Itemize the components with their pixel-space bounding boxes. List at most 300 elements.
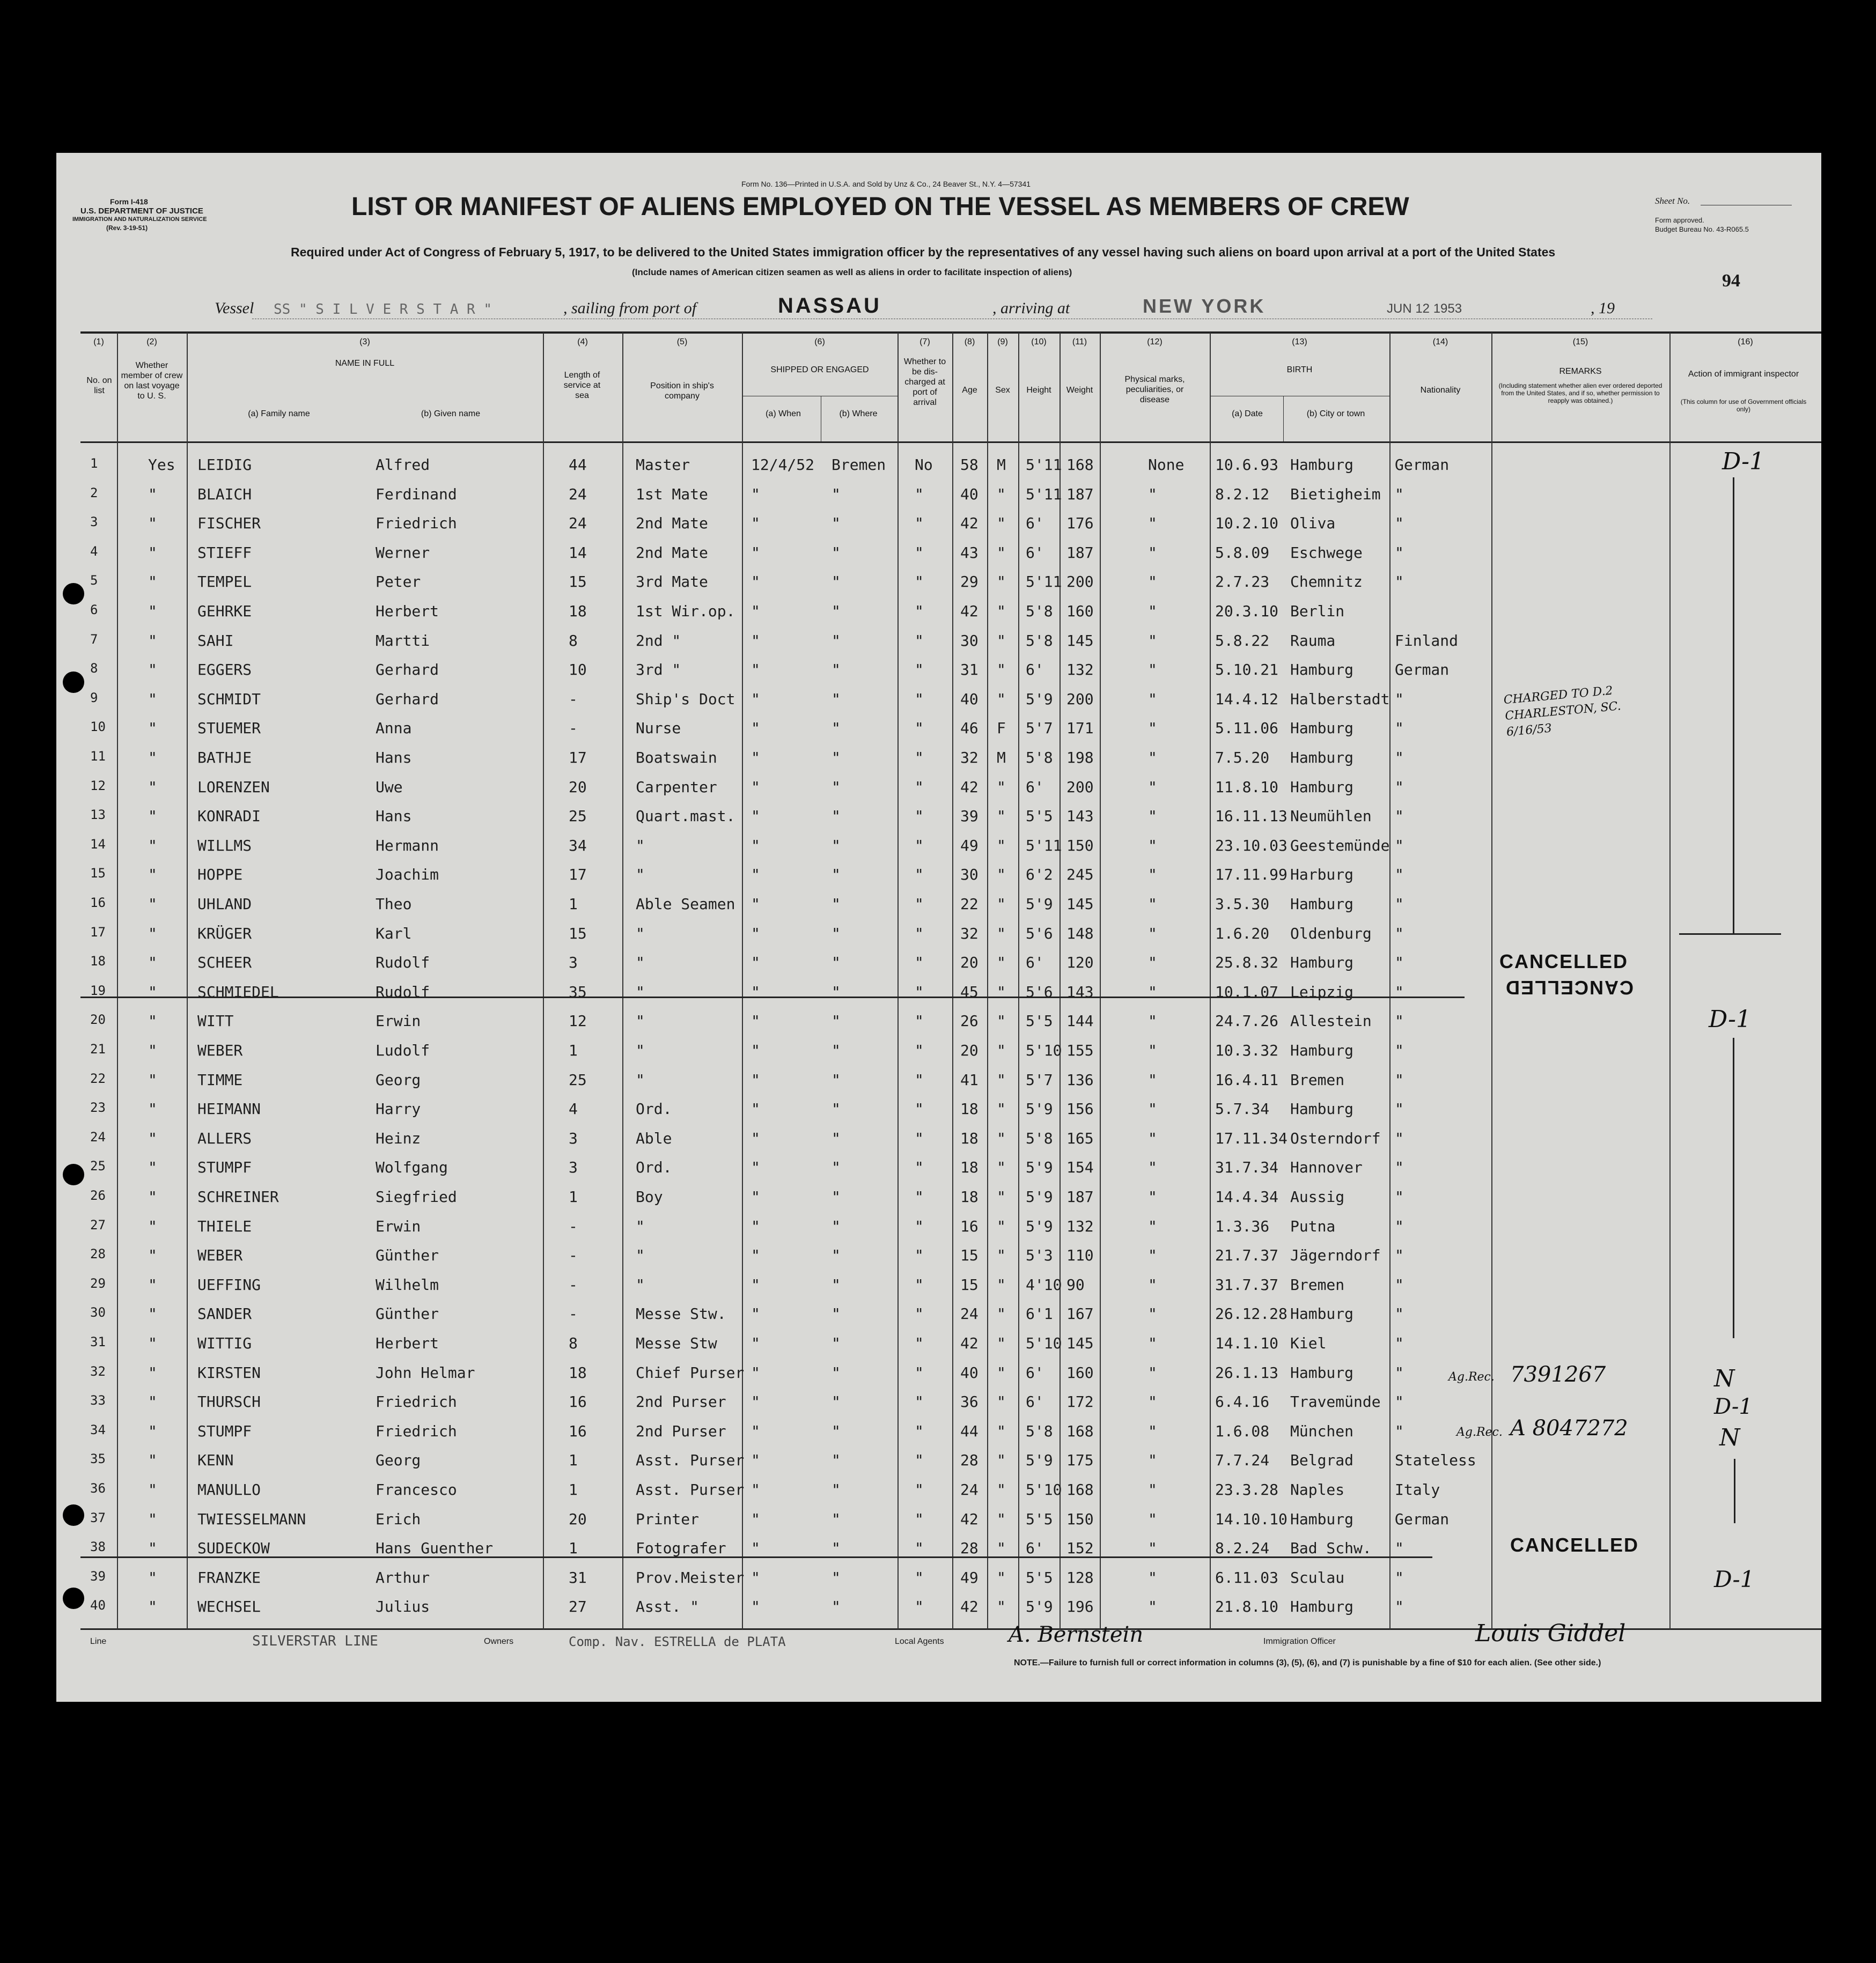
age: 32 <box>960 749 979 766</box>
family-name: LORENZEN <box>197 778 270 796</box>
position: " <box>636 1246 645 1265</box>
shipped-when: " <box>751 602 760 620</box>
physical-marks: " <box>1148 631 1157 650</box>
family-name: THURSCH <box>197 1393 261 1411</box>
last-voyage: " <box>148 807 157 825</box>
row-number: 21 <box>90 1042 106 1057</box>
birth-date: 5.8.09 <box>1215 543 1270 562</box>
height: 6' <box>1026 778 1044 796</box>
subtitle-2: (Include names of American citizen seamen as well as aliens in order to facilitate inspection of aliens) <box>632 267 1072 277</box>
last-voyage: " <box>148 954 157 972</box>
sex: " <box>997 983 1006 1001</box>
family-name: SUDECKOW <box>197 1539 270 1558</box>
nationality: Italy <box>1395 1481 1440 1499</box>
position: Nurse <box>636 719 681 737</box>
service-length: 18 <box>569 602 587 620</box>
position: Chief Purser <box>636 1363 745 1382</box>
height: 5'7 <box>1026 719 1053 737</box>
given-name: Gerhard <box>376 661 439 679</box>
col-15-header: REMARKS <box>1559 367 1602 376</box>
physical-marks: " <box>1148 514 1157 533</box>
weight: 145 <box>1066 631 1094 650</box>
row-number: 19 <box>90 983 106 998</box>
family-name: HEIMANN <box>197 1100 261 1118</box>
last-voyage: " <box>148 1071 157 1089</box>
shipped-when: " <box>751 924 760 942</box>
given-name: Peter <box>376 573 421 591</box>
discharged: " <box>915 924 924 942</box>
birth-city: Eschwege <box>1290 543 1363 562</box>
age: 29 <box>960 573 979 591</box>
discharged: " <box>915 1422 924 1440</box>
shipped-where: " <box>832 895 841 913</box>
physical-marks: " <box>1148 1246 1157 1265</box>
weight: 165 <box>1066 1129 1094 1147</box>
physical-marks: " <box>1148 1539 1157 1558</box>
col-1-header: No. on list <box>86 376 112 395</box>
shipped-where: " <box>832 1481 841 1499</box>
given-name: Alfred <box>376 456 430 474</box>
subtitle: Required under Act of Congress of February 5, 1917, to be delivered to the United States immigration officer by the representatives of any vessel having such aliens on board upon arrival at a port of the United States <box>291 245 1556 259</box>
sex: " <box>997 602 1006 620</box>
weight: 187 <box>1066 543 1094 562</box>
birth-date: 10.6.93 <box>1215 456 1279 474</box>
col-10-header: Height <box>1026 386 1051 395</box>
shipped-when: " <box>751 1598 760 1616</box>
discharged: " <box>915 983 924 1001</box>
service-length: 12 <box>569 1012 587 1030</box>
weight: 110 <box>1066 1246 1094 1265</box>
discharged: " <box>915 631 924 650</box>
age: 36 <box>960 1393 979 1411</box>
physical-marks: " <box>1148 983 1157 1001</box>
age: 46 <box>960 719 979 737</box>
age: 15 <box>960 1246 979 1265</box>
last-voyage: " <box>148 602 157 620</box>
discharged: " <box>915 836 924 854</box>
position: " <box>636 983 645 1001</box>
family-name: BATHJE <box>197 749 252 766</box>
physical-marks: " <box>1148 836 1157 854</box>
physical-marks: " <box>1148 543 1157 562</box>
position: Carpenter <box>636 778 717 796</box>
discharged: " <box>915 573 924 591</box>
service-length: 18 <box>569 1363 587 1382</box>
service-length: 8 <box>569 631 578 650</box>
nationality: " <box>1395 1071 1404 1089</box>
age: 42 <box>960 514 979 533</box>
sex: " <box>997 1363 1006 1382</box>
column-divider <box>742 333 743 1629</box>
age: 18 <box>960 1158 979 1177</box>
shipped-where: " <box>832 836 841 854</box>
shipped-when: " <box>751 1568 760 1586</box>
cancelled-stamp-inverted: CANCELLED <box>1505 977 1634 999</box>
row-number: 35 <box>90 1451 106 1467</box>
shipped-where: " <box>832 602 841 620</box>
discharged: " <box>915 661 924 679</box>
position: Ord. <box>636 1158 672 1177</box>
weight: 132 <box>1066 661 1094 679</box>
age: 28 <box>960 1451 979 1470</box>
nationality: " <box>1395 1598 1404 1616</box>
physical-marks: " <box>1148 895 1157 913</box>
last-voyage: " <box>148 924 157 942</box>
sex: " <box>997 573 1006 591</box>
position: Prov.Meister <box>636 1568 745 1586</box>
birth-city: Oldenburg <box>1290 924 1372 942</box>
position: 3rd Mate <box>636 573 708 591</box>
weight: 150 <box>1066 1510 1094 1528</box>
position: " <box>636 1012 645 1030</box>
shipped-when: " <box>751 485 760 503</box>
age: 18 <box>960 1129 979 1147</box>
col-2-header: Whether member of crew on last voyage to U. S. <box>121 361 183 401</box>
physical-marks: " <box>1148 719 1157 737</box>
agency-line-3: IMMIGRATION AND NATURALIZATION SERVICE <box>72 216 207 223</box>
row-number: 3 <box>90 514 98 530</box>
action-row-1: D-1 <box>1722 448 1764 475</box>
given-name: Wilhelm <box>376 1275 439 1294</box>
given-name: Harry <box>376 1100 421 1118</box>
action-row-34: N <box>1719 1424 1740 1451</box>
service-length: - <box>569 690 578 708</box>
service-length: 25 <box>569 1071 587 1089</box>
discharged: " <box>915 1451 924 1470</box>
shipped-where: " <box>832 807 841 825</box>
sex: " <box>997 514 1006 533</box>
col-2-num: (2) <box>146 337 157 346</box>
position: Asst. " <box>636 1598 700 1616</box>
remark-row-32: 7391267 <box>1510 1362 1606 1387</box>
service-length: 20 <box>569 778 587 796</box>
col-15-note: (Including statement whether alien ever ordered deported from the United States, and if so, whether permission to reapply was obtained.) <box>1498 382 1662 404</box>
age: 39 <box>960 807 979 825</box>
discharged: " <box>915 514 924 533</box>
col-4-header: Length of service at sea <box>563 371 601 400</box>
last-voyage: " <box>148 1188 157 1206</box>
birth-city: Hamburg <box>1290 778 1354 796</box>
shipped-when: " <box>751 573 760 591</box>
birth-city: Geestemünde <box>1290 836 1390 854</box>
sex: " <box>997 1568 1006 1586</box>
sex: " <box>997 1188 1006 1206</box>
age: 40 <box>960 485 979 503</box>
shipped-when: " <box>751 1042 760 1059</box>
given-name: Siegfried <box>376 1188 457 1206</box>
row-number: 40 <box>90 1598 106 1613</box>
action-row-32: N <box>1714 1365 1735 1392</box>
physical-marks: " <box>1148 807 1157 825</box>
shipped-when: " <box>751 1129 760 1147</box>
col-6b-header: (b) Where <box>839 409 878 418</box>
birth-city: Chemnitz <box>1290 573 1363 591</box>
shipped-where: " <box>832 1598 841 1616</box>
column-divider <box>543 333 544 1629</box>
height: 5'5 <box>1026 1568 1053 1586</box>
height: 5'11 <box>1026 485 1062 503</box>
given-name: Friedrich <box>376 1393 457 1411</box>
nationality: " <box>1395 1012 1404 1030</box>
physical-marks: " <box>1148 1481 1157 1499</box>
birth-date: 16.4.11 <box>1215 1071 1279 1089</box>
last-voyage: " <box>148 1510 157 1528</box>
col-14-header: Nationality <box>1420 386 1461 395</box>
physical-marks: " <box>1148 749 1157 766</box>
service-length: 16 <box>569 1422 587 1440</box>
shipped-where: " <box>832 1042 841 1059</box>
height: 5'11 <box>1026 456 1062 474</box>
shipped-where: " <box>832 1158 841 1177</box>
shipped-when: " <box>751 1393 760 1411</box>
birth-city: Hannover <box>1290 1158 1363 1177</box>
weight: 155 <box>1066 1042 1094 1059</box>
last-voyage: " <box>148 1539 157 1558</box>
weight: 148 <box>1066 924 1094 942</box>
sex: " <box>997 1042 1006 1059</box>
sex: " <box>997 631 1006 650</box>
given-name: Martti <box>376 631 430 650</box>
last-voyage: " <box>148 778 157 796</box>
position: Master <box>636 456 690 474</box>
weight: 143 <box>1066 983 1094 1001</box>
sex: " <box>997 543 1006 562</box>
strike-line-row-38 <box>80 1556 1432 1558</box>
nationality: " <box>1395 954 1404 972</box>
family-name: TEMPEL <box>197 573 252 591</box>
shipped-where: " <box>832 1568 841 1586</box>
col-3a-header: (a) Family name <box>248 409 310 418</box>
age: 32 <box>960 924 979 942</box>
discharged: " <box>915 778 924 796</box>
action-row-20: D-1 <box>1709 1006 1751 1033</box>
family-name: STUMPF <box>197 1422 252 1440</box>
birth-city: Bremen <box>1290 1275 1345 1294</box>
nationality: " <box>1395 895 1404 913</box>
height: 5'8 <box>1026 749 1053 766</box>
physical-marks: None <box>1148 456 1185 474</box>
shipped-when: " <box>751 1451 760 1470</box>
row-number: 10 <box>90 719 106 735</box>
physical-marks: " <box>1148 1071 1157 1089</box>
weight: 176 <box>1066 514 1094 533</box>
position: 3rd " <box>636 661 681 679</box>
physical-marks: " <box>1148 1363 1157 1382</box>
family-name: HOPPE <box>197 866 243 884</box>
given-name: Günther <box>376 1246 439 1265</box>
agency-line-4: (Rev. 3-19-51) <box>106 224 148 232</box>
discharged: " <box>915 1598 924 1616</box>
shipped-when: " <box>751 1481 760 1499</box>
family-name: EGGERS <box>197 661 252 679</box>
weight: 187 <box>1066 485 1094 503</box>
birth-date: 14.10.10 <box>1215 1510 1288 1528</box>
discharged: " <box>915 1012 924 1030</box>
family-name: ALLERS <box>197 1129 252 1147</box>
discharged: " <box>915 1100 924 1118</box>
age: 20 <box>960 1042 979 1059</box>
shipped-when: " <box>751 1012 760 1030</box>
family-name: WITTIG <box>197 1334 252 1352</box>
shipped-when: " <box>751 1305 760 1323</box>
family-name: STUMPF <box>197 1158 252 1177</box>
action-bracket <box>1733 477 1734 933</box>
physical-marks: " <box>1148 778 1157 796</box>
service-length: 16 <box>569 1393 587 1411</box>
given-name: Joachim <box>376 866 439 884</box>
position: Asst. Purser <box>636 1451 745 1470</box>
age: 49 <box>960 1568 979 1586</box>
weight: 160 <box>1066 602 1094 620</box>
birth-date: 5.7.34 <box>1215 1100 1270 1118</box>
col-3b-header: (b) Given name <box>421 409 481 418</box>
shipped-where: " <box>832 719 841 737</box>
birth-date: 5.8.22 <box>1215 631 1270 650</box>
last-voyage: " <box>148 836 157 854</box>
height: 5'11 <box>1026 836 1062 854</box>
weight: 245 <box>1066 866 1094 884</box>
weight: 168 <box>1066 1422 1094 1440</box>
column-divider <box>1669 333 1671 1629</box>
age: 24 <box>960 1305 979 1323</box>
nationality: Finland <box>1395 631 1459 650</box>
birth-city: Hamburg <box>1290 749 1354 766</box>
remark-row-32-prefix: Ag.Rec. <box>1448 1370 1495 1384</box>
birth-city: Hamburg <box>1290 456 1354 474</box>
last-voyage: " <box>148 1275 157 1294</box>
discharged: " <box>915 1393 924 1411</box>
service-length: - <box>569 719 578 737</box>
line-value: SILVERSTAR LINE <box>252 1633 378 1649</box>
form-approved: Form approved. <box>1655 216 1704 224</box>
birth-date: 8.2.24 <box>1215 1539 1270 1558</box>
cancelled-stamp: CANCELLED <box>1510 1534 1639 1556</box>
given-name: Heinz <box>376 1129 421 1147</box>
last-voyage: " <box>148 631 157 650</box>
age: 18 <box>960 1100 979 1118</box>
sex: " <box>997 1598 1006 1616</box>
row-number: 9 <box>90 690 98 705</box>
col-16-num: (16) <box>1738 337 1753 346</box>
sex: " <box>997 1158 1006 1177</box>
weight: 132 <box>1066 1217 1094 1235</box>
col-12-header: Physical marks, peculiarities, or disease <box>1124 375 1185 404</box>
nationality: " <box>1395 1129 1404 1147</box>
physical-marks: " <box>1148 1129 1157 1147</box>
local-agents-label: Local Agents <box>895 1637 944 1646</box>
shipped-when: " <box>751 690 760 708</box>
sex: " <box>997 1481 1006 1499</box>
last-voyage: " <box>148 719 157 737</box>
nationality: " <box>1395 1334 1404 1352</box>
position: " <box>636 1275 645 1294</box>
family-name: WEBER <box>197 1246 243 1265</box>
birth-city: Rauma <box>1290 631 1336 650</box>
birth-date: 23.10.03 <box>1215 836 1288 854</box>
sex: " <box>997 1510 1006 1528</box>
given-name: Günther <box>376 1305 439 1323</box>
family-name: STIEFF <box>197 543 252 562</box>
discharged: " <box>915 866 924 884</box>
shipped-where: " <box>832 1071 841 1089</box>
row-number: 29 <box>90 1275 106 1291</box>
weight: 154 <box>1066 1158 1094 1177</box>
discharged: " <box>915 1188 924 1206</box>
sex: " <box>997 1275 1006 1294</box>
sex: " <box>997 1246 1006 1265</box>
service-length: 1 <box>569 1539 578 1558</box>
action-bracket <box>1733 1038 1734 1338</box>
nationality: Stateless <box>1395 1451 1476 1470</box>
service-length: 24 <box>569 514 587 533</box>
physical-marks: " <box>1148 1158 1157 1177</box>
age: 44 <box>960 1422 979 1440</box>
shipped-when: " <box>751 1334 760 1352</box>
height: 5'5 <box>1026 1012 1053 1030</box>
weight: 145 <box>1066 895 1094 913</box>
given-name: Friedrich <box>376 1422 457 1440</box>
height: 5'3 <box>1026 1246 1053 1265</box>
last-voyage: " <box>148 895 157 913</box>
weight: 160 <box>1066 1363 1094 1382</box>
service-length: 44 <box>569 456 587 474</box>
sex: " <box>997 485 1006 503</box>
birth-date: 1.6.20 <box>1215 924 1270 942</box>
arriving-label: , arriving at <box>992 299 1070 317</box>
birth-date: 7.7.24 <box>1215 1451 1270 1470</box>
nationality: " <box>1395 1422 1404 1440</box>
row-number: 5 <box>90 573 98 588</box>
family-name: WILLMS <box>197 836 252 854</box>
shipped-where: " <box>832 1217 841 1235</box>
shipped-where: " <box>832 661 841 679</box>
nationality: " <box>1395 1188 1404 1206</box>
shipped-where: " <box>832 1129 841 1147</box>
family-name: SANDER <box>197 1305 252 1323</box>
birth-date: 10.2.10 <box>1215 514 1279 533</box>
row-number: 32 <box>90 1363 106 1379</box>
discharged: " <box>915 1129 924 1147</box>
service-length: 3 <box>569 954 578 972</box>
row-number: 15 <box>90 866 106 881</box>
last-voyage: " <box>148 1568 157 1586</box>
row-number: 11 <box>90 749 106 764</box>
port-to: NEW YORK <box>1143 295 1266 317</box>
last-voyage: " <box>148 1158 157 1177</box>
row-number: 6 <box>90 602 98 617</box>
discharged: " <box>915 719 924 737</box>
family-name: SAHI <box>197 631 234 650</box>
birth-city: Halberstadt <box>1290 690 1390 708</box>
age: 45 <box>960 983 979 1001</box>
shipped-when: " <box>751 1158 760 1177</box>
shipped-where: " <box>832 1422 841 1440</box>
sex: " <box>997 895 1006 913</box>
row-number: 12 <box>90 778 106 793</box>
discharged: " <box>915 602 924 620</box>
service-length: 35 <box>569 983 587 1001</box>
given-name: Herbert <box>376 1334 439 1352</box>
col-4-num: (4) <box>577 337 588 346</box>
birth-date: 24.7.26 <box>1215 1012 1279 1030</box>
position: Printer <box>636 1510 700 1528</box>
shipped-when: " <box>751 1217 760 1235</box>
last-voyage: " <box>148 543 157 562</box>
position: Boy <box>636 1188 663 1206</box>
age: 40 <box>960 1363 979 1382</box>
age: 30 <box>960 631 979 650</box>
shipped-when: " <box>751 895 760 913</box>
